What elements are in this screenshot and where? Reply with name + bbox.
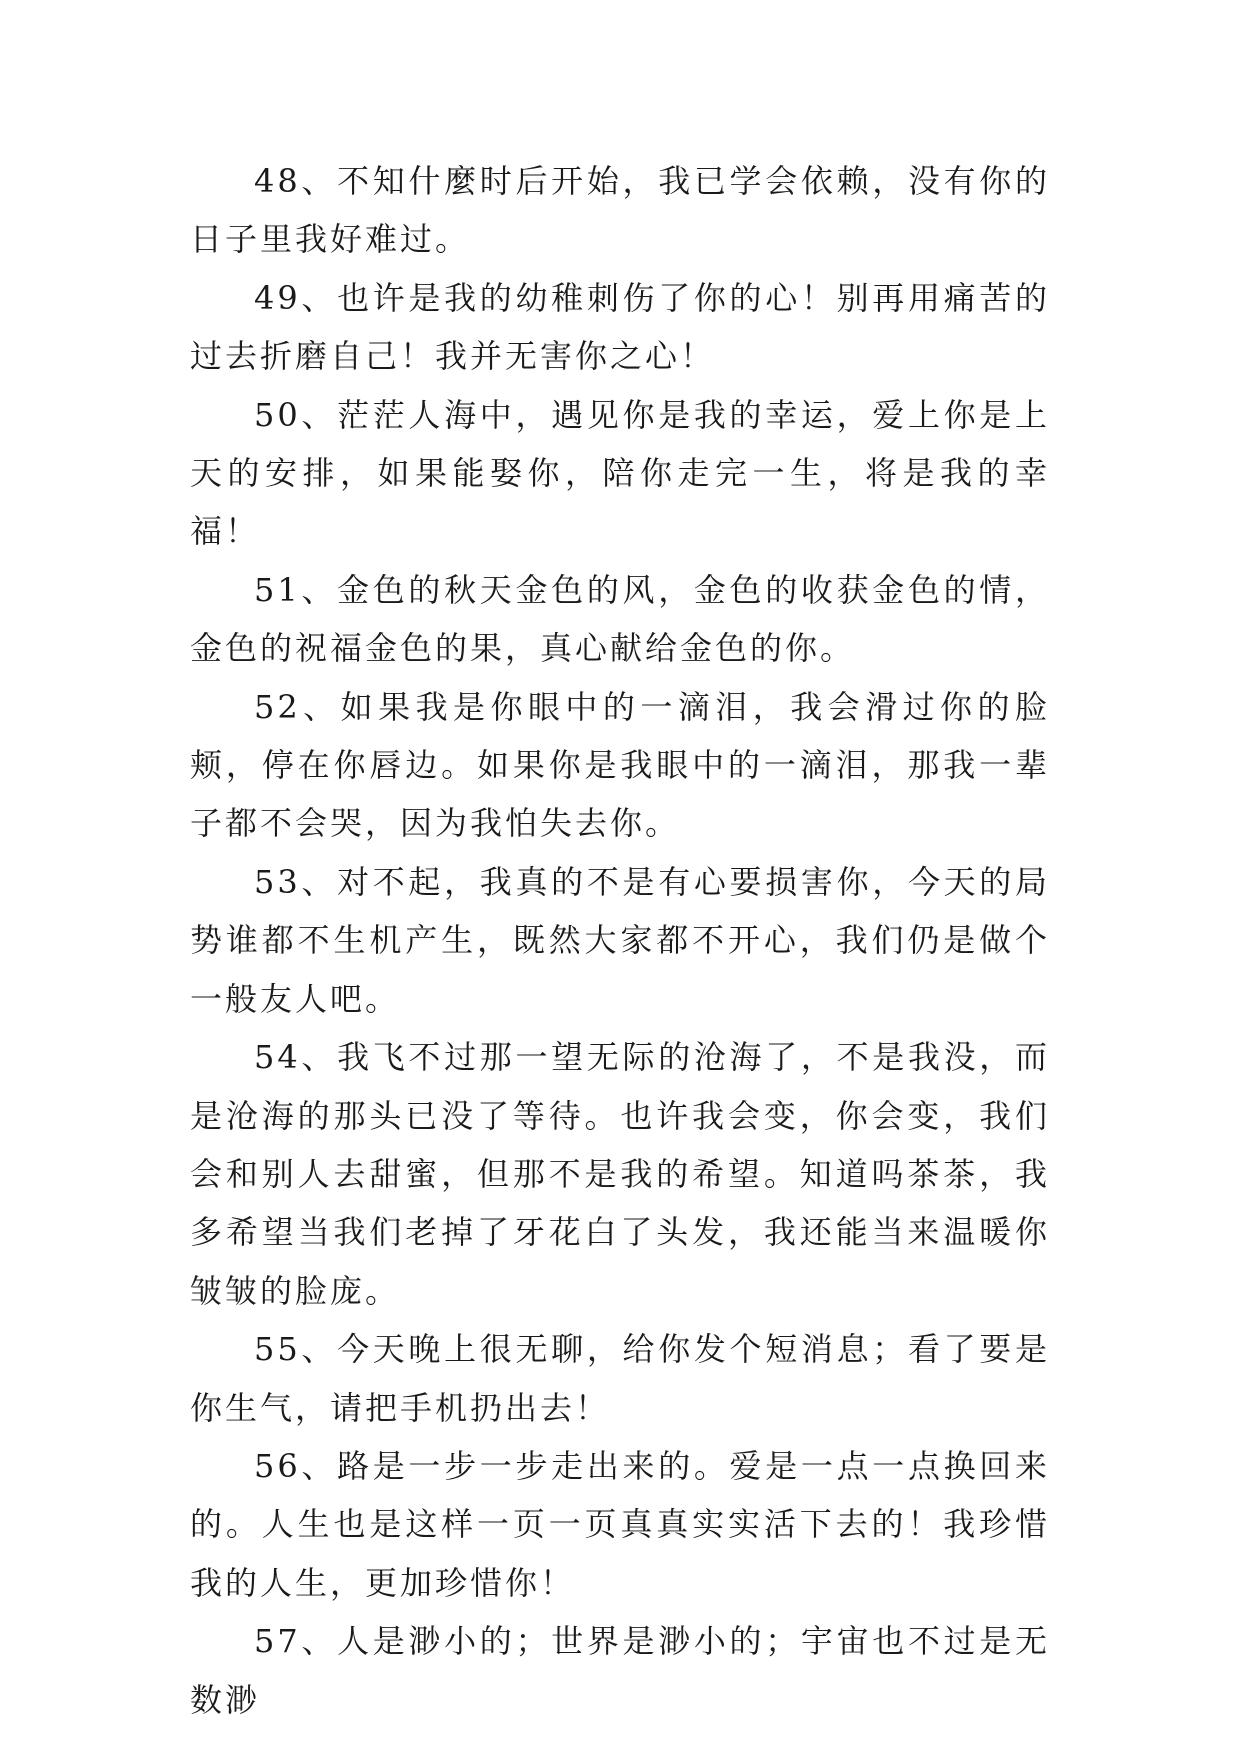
paragraph-48: 48、不知什麼时后开始，我已学会依赖，没有你的日子里我好难过。 — [190, 162, 1050, 259]
paragraph-50: 50、茫茫人海中，遇见你是我的幸运，爱上你是上天的安排，如果能娶你，陪你走完一生，将是我的幸福！ — [190, 395, 1050, 551]
paragraph-55: 55、今天晚上很无聊，给你发个短消息；看了要是你生气，请把手机扔出去！ — [190, 1330, 1050, 1427]
paragraph-52: 52、如果我是你眼中的一滴泪，我会滑过你的脸颊，停在你唇边。如果你是我眼中的一滴泪，那我一辈子都不会哭，因为我怕失去你。 — [190, 687, 1050, 843]
paragraph-56: 56、路是一步一步走出来的。爱是一点一点换回来的。人生也是这样一页一页真真实实活下去的！我珍惜我的人生，更加珍惜你！ — [190, 1446, 1050, 1602]
document-body — [190, 152, 1050, 1729]
paragraph-51: 51、金色的秋天金色的风，金色的收获金色的情，金色的祝福金色的果，真心献给金色的你。 — [190, 570, 1050, 668]
paragraph-54: 54、我飞不过那一望无际的沧海了，不是我没，而是沧海的那头已没了等待。也许我会变，你会变，我们会和别人去甜蜜，但那不是我的希望。知道吗茶茶，我多希望当我们老掉了牙花白了头发，我还能当来温暖你皱皱的脸庞。 — [190, 1038, 1050, 1310]
paragraph-57: 57、人是渺小的；世界是渺小的；宇宙也不过是无数渺 — [190, 1622, 1050, 1719]
paragraph-53: 53、对不起，我真的不是有心要损害你，今天的局势谁都不生机产生，既然大家都不开心，我们仍是做个一般友人吧。 — [190, 862, 1050, 1018]
paragraph-49: 49、也许是我的幼稚刺伤了你的心！别再用痛苦的过去折磨自己！我并无害你之心！ — [190, 278, 1050, 376]
